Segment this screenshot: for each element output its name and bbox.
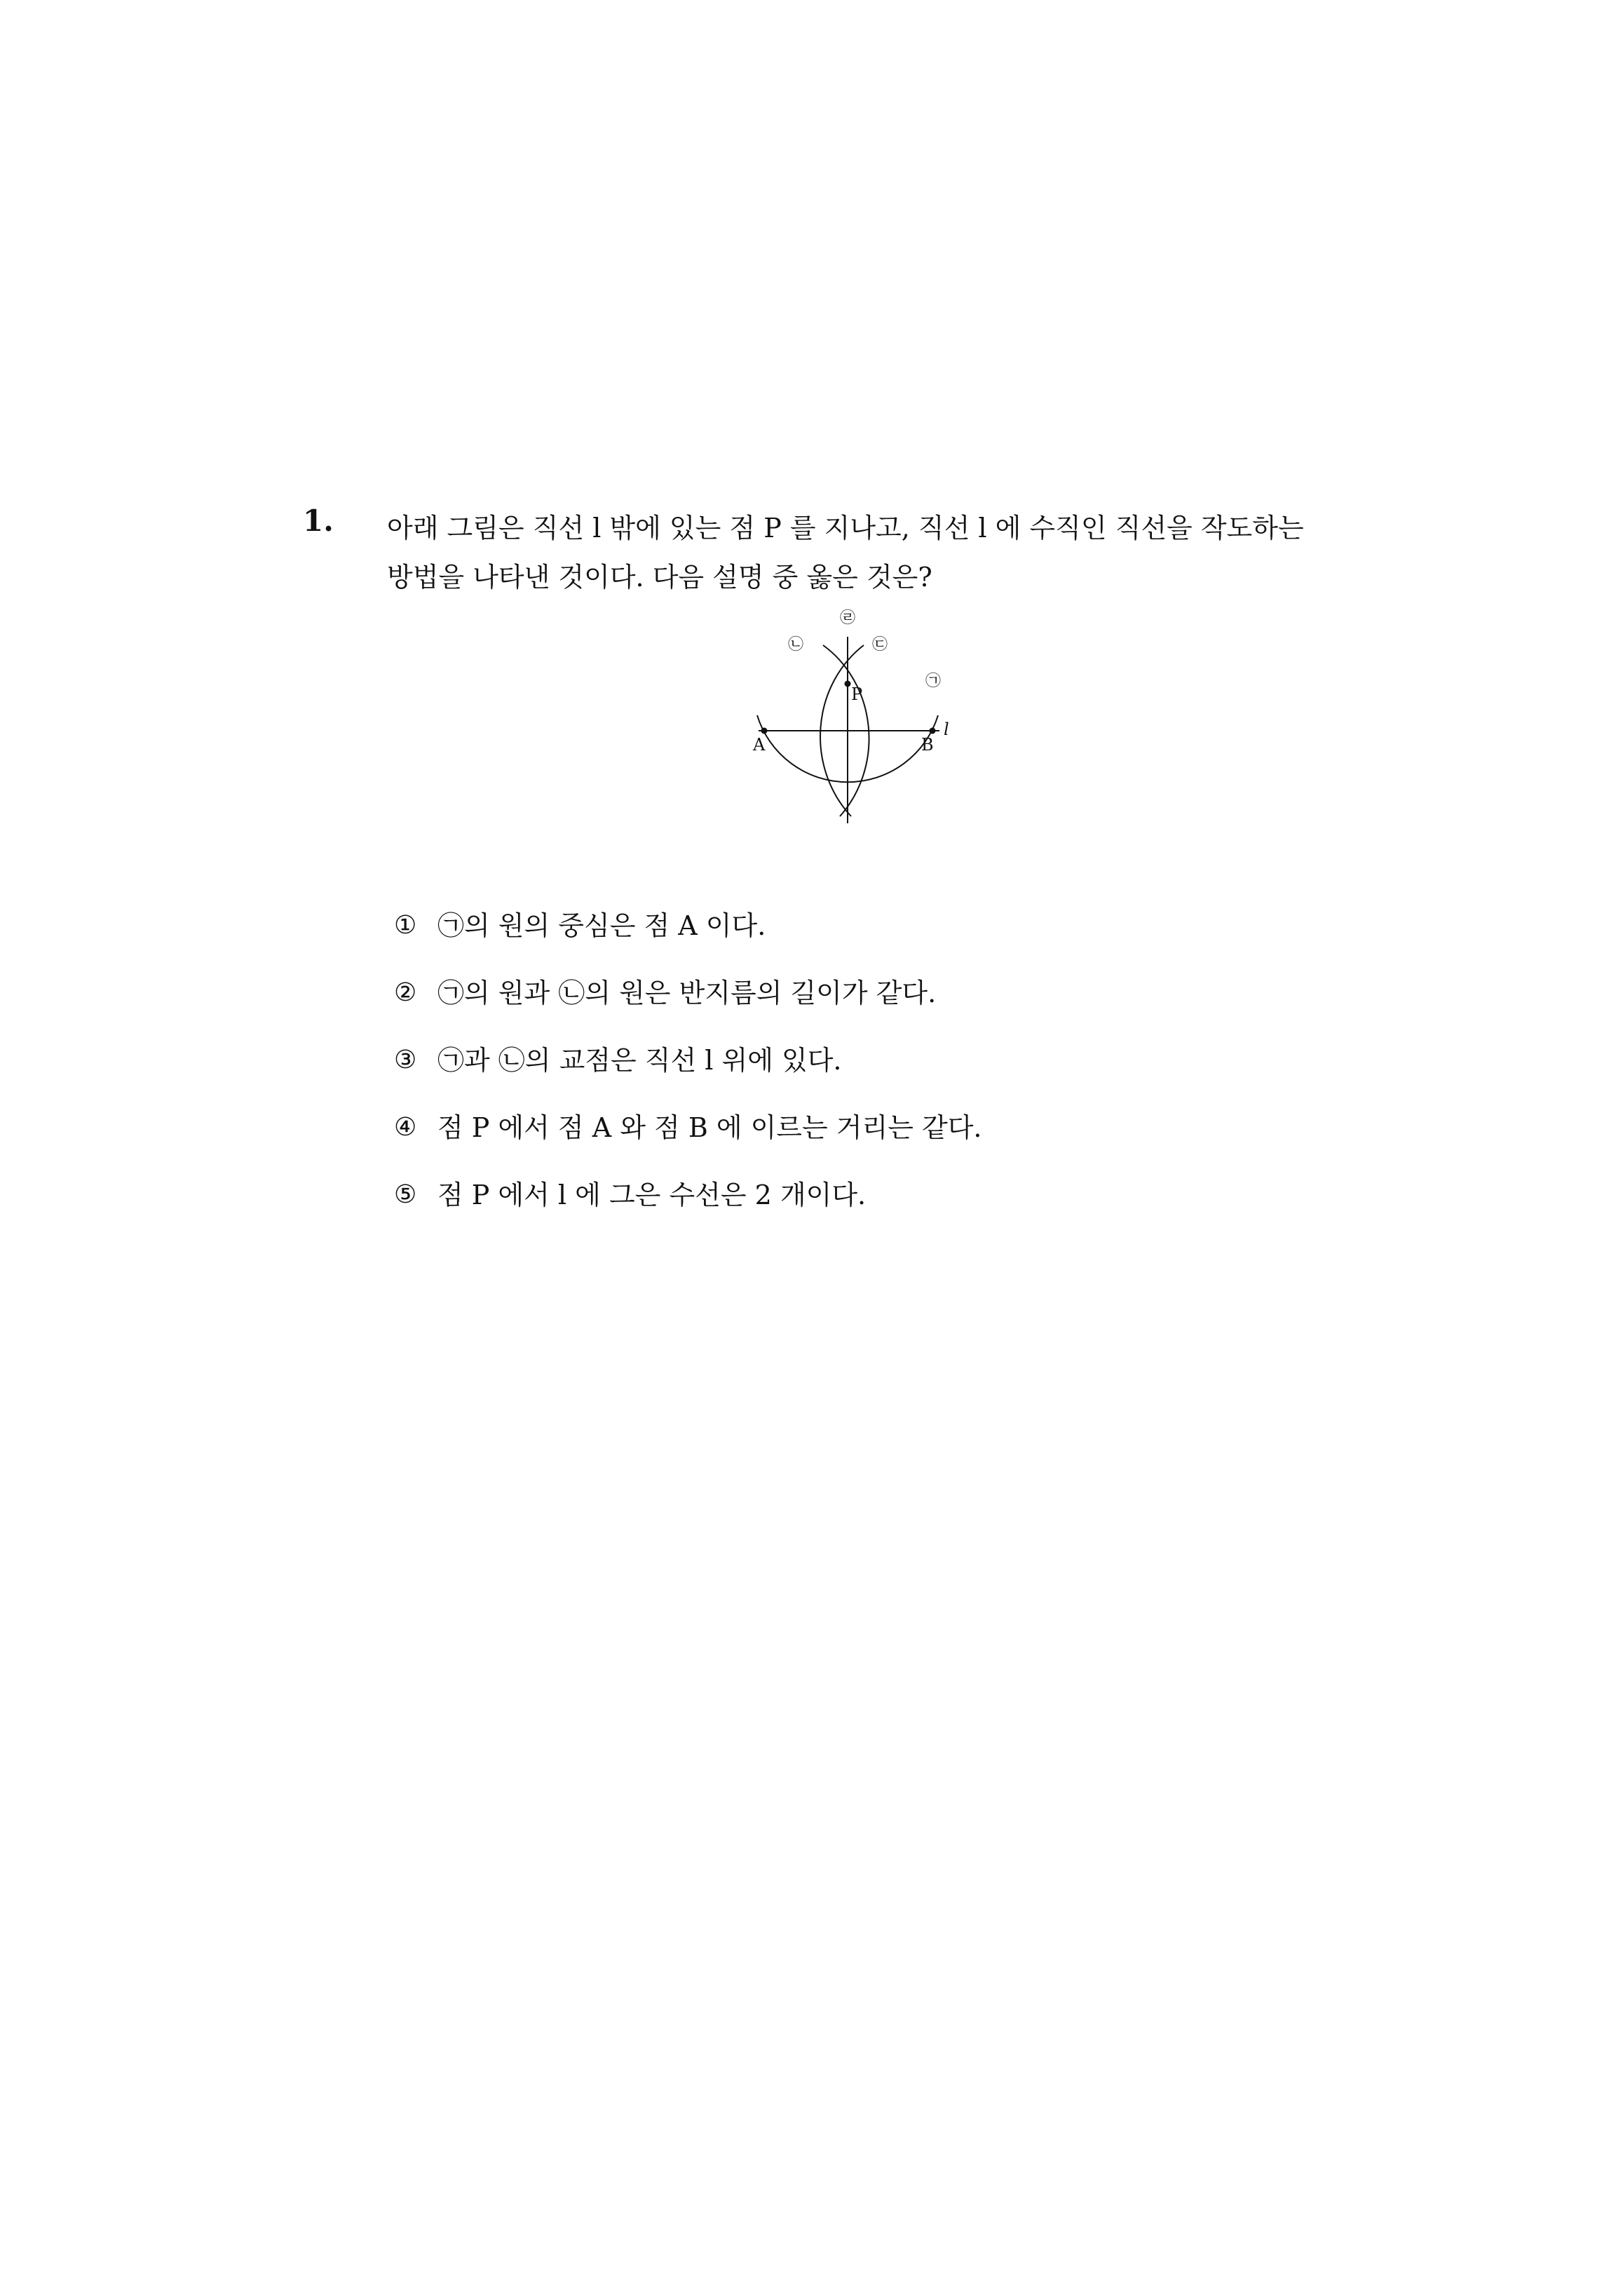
label-a: A — [753, 735, 766, 755]
choice-4[interactable] — [394, 1107, 1305, 1174]
question-number: 1. — [303, 504, 334, 538]
question-text-line-1: 아래 그림은 직선 l 밖에 있는 점 P 를 지나고, 직선 l 에 수직인 직선을 작도하는 — [387, 513, 1304, 543]
label-b: B — [921, 735, 934, 755]
label-ra: ㉣ — [840, 609, 856, 627]
choice-marker: ④ — [394, 1113, 417, 1142]
label-da: ㉢ — [872, 636, 888, 654]
choice-3[interactable] — [394, 1039, 1305, 1107]
question-text — [387, 504, 1369, 602]
question-text-line-2: 방법을 나타낸 것이다. 다음 설명 중 옳은 것은? — [387, 562, 932, 593]
label-ga: ㉠ — [925, 673, 942, 690]
choice-text: ㉠의 원의 중심은 점 A 이다. — [437, 910, 766, 941]
choice-text: ㉠과 ㉡의 교점은 직선 l 위에 있다. — [437, 1045, 842, 1076]
choice-text: 점 P 에서 점 A 와 점 B 에 이르는 거리는 같다. — [437, 1112, 982, 1143]
choice-text: 점 P 에서 l 에 그은 수선은 2 개이다. — [437, 1180, 867, 1210]
choice-marker: ① — [394, 911, 417, 940]
point-b — [930, 728, 936, 734]
label-p: P — [851, 684, 863, 704]
choice-marker: ③ — [394, 1046, 417, 1074]
point-p — [845, 681, 851, 687]
choice-1[interactable] — [394, 905, 1305, 972]
construction-diagram — [745, 609, 955, 826]
choice-5[interactable] — [394, 1174, 1305, 1241]
choice-marker: ⑤ — [394, 1180, 417, 1209]
choice-marker: ② — [394, 978, 417, 1007]
choice-2[interactable] — [394, 972, 1305, 1039]
answer-choices — [394, 905, 1305, 1241]
point-a — [761, 728, 768, 734]
label-na: ㉡ — [788, 636, 804, 654]
construction-figure — [745, 609, 955, 826]
choice-text: ㉠의 원과 ㉡의 원은 반지름의 길이가 같다. — [437, 978, 937, 1008]
label-l: l — [944, 720, 949, 739]
